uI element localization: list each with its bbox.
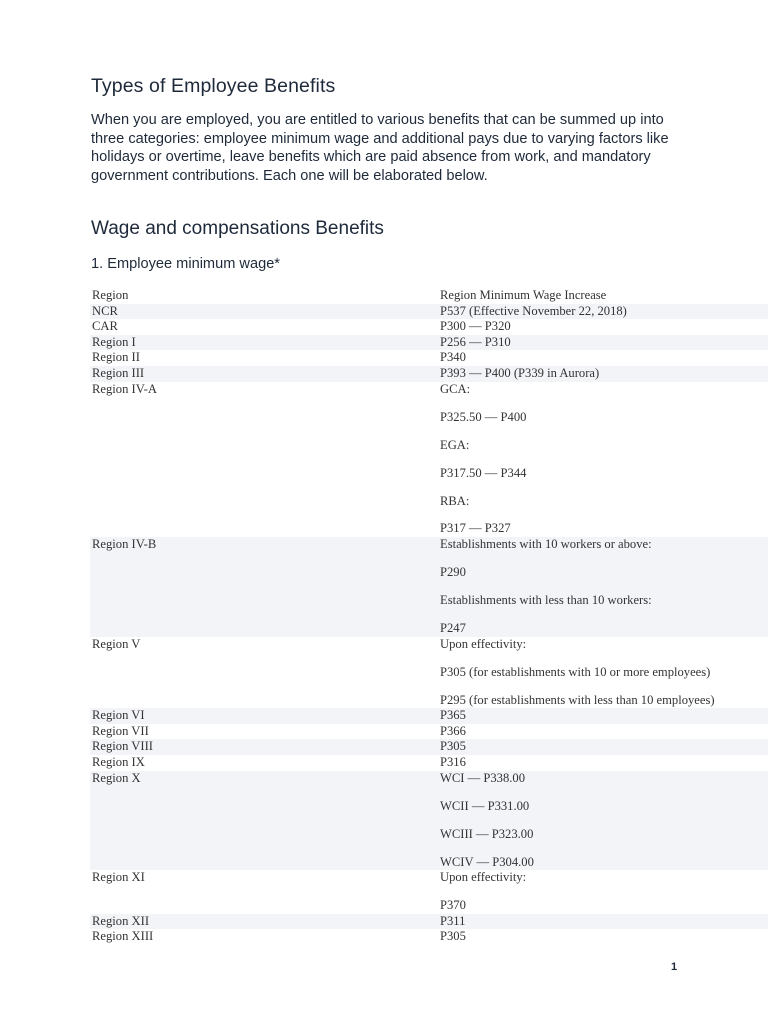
wage-line: WCII — P331.00 — [440, 798, 530, 813]
section-heading: Wage and compensations Benefits — [91, 218, 384, 239]
wage-cell — [438, 350, 768, 366]
region-cell: Region XII — [90, 914, 438, 930]
table-row — [90, 637, 768, 709]
minimum-wage-table — [90, 288, 768, 945]
region-cell: Region VI — [90, 708, 438, 724]
region-cell: CAR — [92, 319, 118, 334]
table-row — [90, 739, 768, 755]
region-cell: Region II — [92, 350, 140, 365]
page-title: Types of Employee Benefits — [91, 75, 336, 97]
wage-line: WCIV — P304.00 — [440, 854, 534, 869]
wage-line: P305 — [440, 739, 466, 754]
subsection-heading: 1. Employee minimum wage* — [91, 256, 280, 272]
wage-line: Upon effectivity: — [440, 870, 527, 885]
table-row — [90, 366, 768, 382]
wage-line: P325.50 — P400 — [440, 409, 527, 424]
wage-cell — [438, 382, 768, 538]
table-header-row — [90, 288, 768, 304]
wage-line: P317 — P327 — [440, 521, 511, 536]
intro-paragraph: When you are employed, you are entitled to various benefits that can be summed up into three categories: employee minimum wage and additional pays due to varying factors like holidays or overtime, leave benefits which are paid absence from work, and mandatory government contributions. Each one will be elaborated below. — [91, 112, 669, 184]
region-cell: Region V — [92, 636, 141, 651]
wage-line: WCIII — P323.00 — [440, 826, 534, 841]
wage-cell — [438, 929, 768, 945]
wage-line: P317.50 — P344 — [440, 465, 527, 480]
wage-line: Establishments with less than 10 workers: — [440, 593, 652, 608]
wage-cell — [438, 335, 768, 351]
wage-line: P370 — [440, 898, 466, 913]
wage-line: WCI — P338.00 — [440, 770, 526, 785]
table-row — [90, 724, 768, 740]
wage-line: P537 (Effective November 22, 2018) — [440, 303, 627, 318]
wage-line: P365 — [440, 708, 466, 723]
region-cell: Region XIII — [92, 929, 154, 944]
wage-cell — [438, 637, 768, 709]
wage-line: P247 — [440, 621, 466, 636]
table-row — [90, 929, 768, 945]
table-row — [90, 537, 768, 637]
wage-line: P316 — [440, 754, 466, 769]
wage-line: P366 — [440, 723, 466, 738]
table-row — [90, 771, 768, 871]
wage-cell — [438, 319, 768, 335]
wage-line: P305 (for establishments with 10 or more employees) — [440, 664, 711, 679]
table-row — [90, 350, 768, 366]
table-row — [90, 304, 768, 320]
wage-line: P311 — [440, 913, 466, 928]
wage-line: P290 — [440, 565, 466, 580]
wage-line: P305 — [440, 929, 466, 944]
table-row — [90, 755, 768, 771]
region-cell: Region VII — [92, 723, 149, 738]
wage-cell — [438, 739, 768, 755]
region-cell: Region III — [90, 366, 438, 382]
wage-cell — [438, 870, 768, 914]
wage-line: EGA: — [440, 437, 470, 452]
wage-line: RBA: — [440, 493, 470, 508]
wage-cell — [438, 304, 768, 320]
wage-line: P340 — [440, 350, 466, 365]
wage-cell — [438, 708, 768, 724]
wage-line: Upon effectivity: — [440, 636, 527, 651]
region-cell: Region IV-A — [92, 381, 157, 396]
region-cell: NCR — [90, 304, 438, 320]
wage-cell — [438, 366, 768, 382]
wage-cell — [438, 724, 768, 740]
table-row — [90, 870, 768, 914]
wage-cell — [438, 914, 768, 930]
region-cell: Region X — [90, 771, 438, 871]
wage-line: Establishments with 10 workers or above: — [440, 537, 652, 552]
region-cell: Region IX — [92, 754, 145, 769]
header-region: Region — [92, 288, 129, 302]
wage-cell — [438, 771, 768, 871]
table-row — [90, 708, 768, 724]
wage-line: P295 (for establishments with less than 10 employees) — [440, 692, 715, 707]
wage-cell — [438, 755, 768, 771]
wage-line: P393 — P400 (P339 in Aurora) — [440, 365, 600, 380]
wage-line: P300 — P320 — [440, 319, 511, 334]
table-row — [90, 335, 768, 351]
table-row — [90, 319, 768, 335]
region-cell: Region XI — [92, 870, 145, 885]
page-number: 1 — [671, 961, 678, 973]
wage-line: GCA: — [440, 381, 471, 396]
region-cell: Region I — [90, 335, 438, 351]
table-row — [90, 382, 768, 538]
wage-line: P256 — P310 — [440, 334, 511, 349]
table-row — [90, 914, 768, 930]
header-wage: Region Minimum Wage Increase — [440, 288, 607, 302]
region-cell: Region IV-B — [90, 537, 438, 637]
region-cell: Region VIII — [90, 739, 438, 755]
wage-cell — [438, 537, 768, 637]
